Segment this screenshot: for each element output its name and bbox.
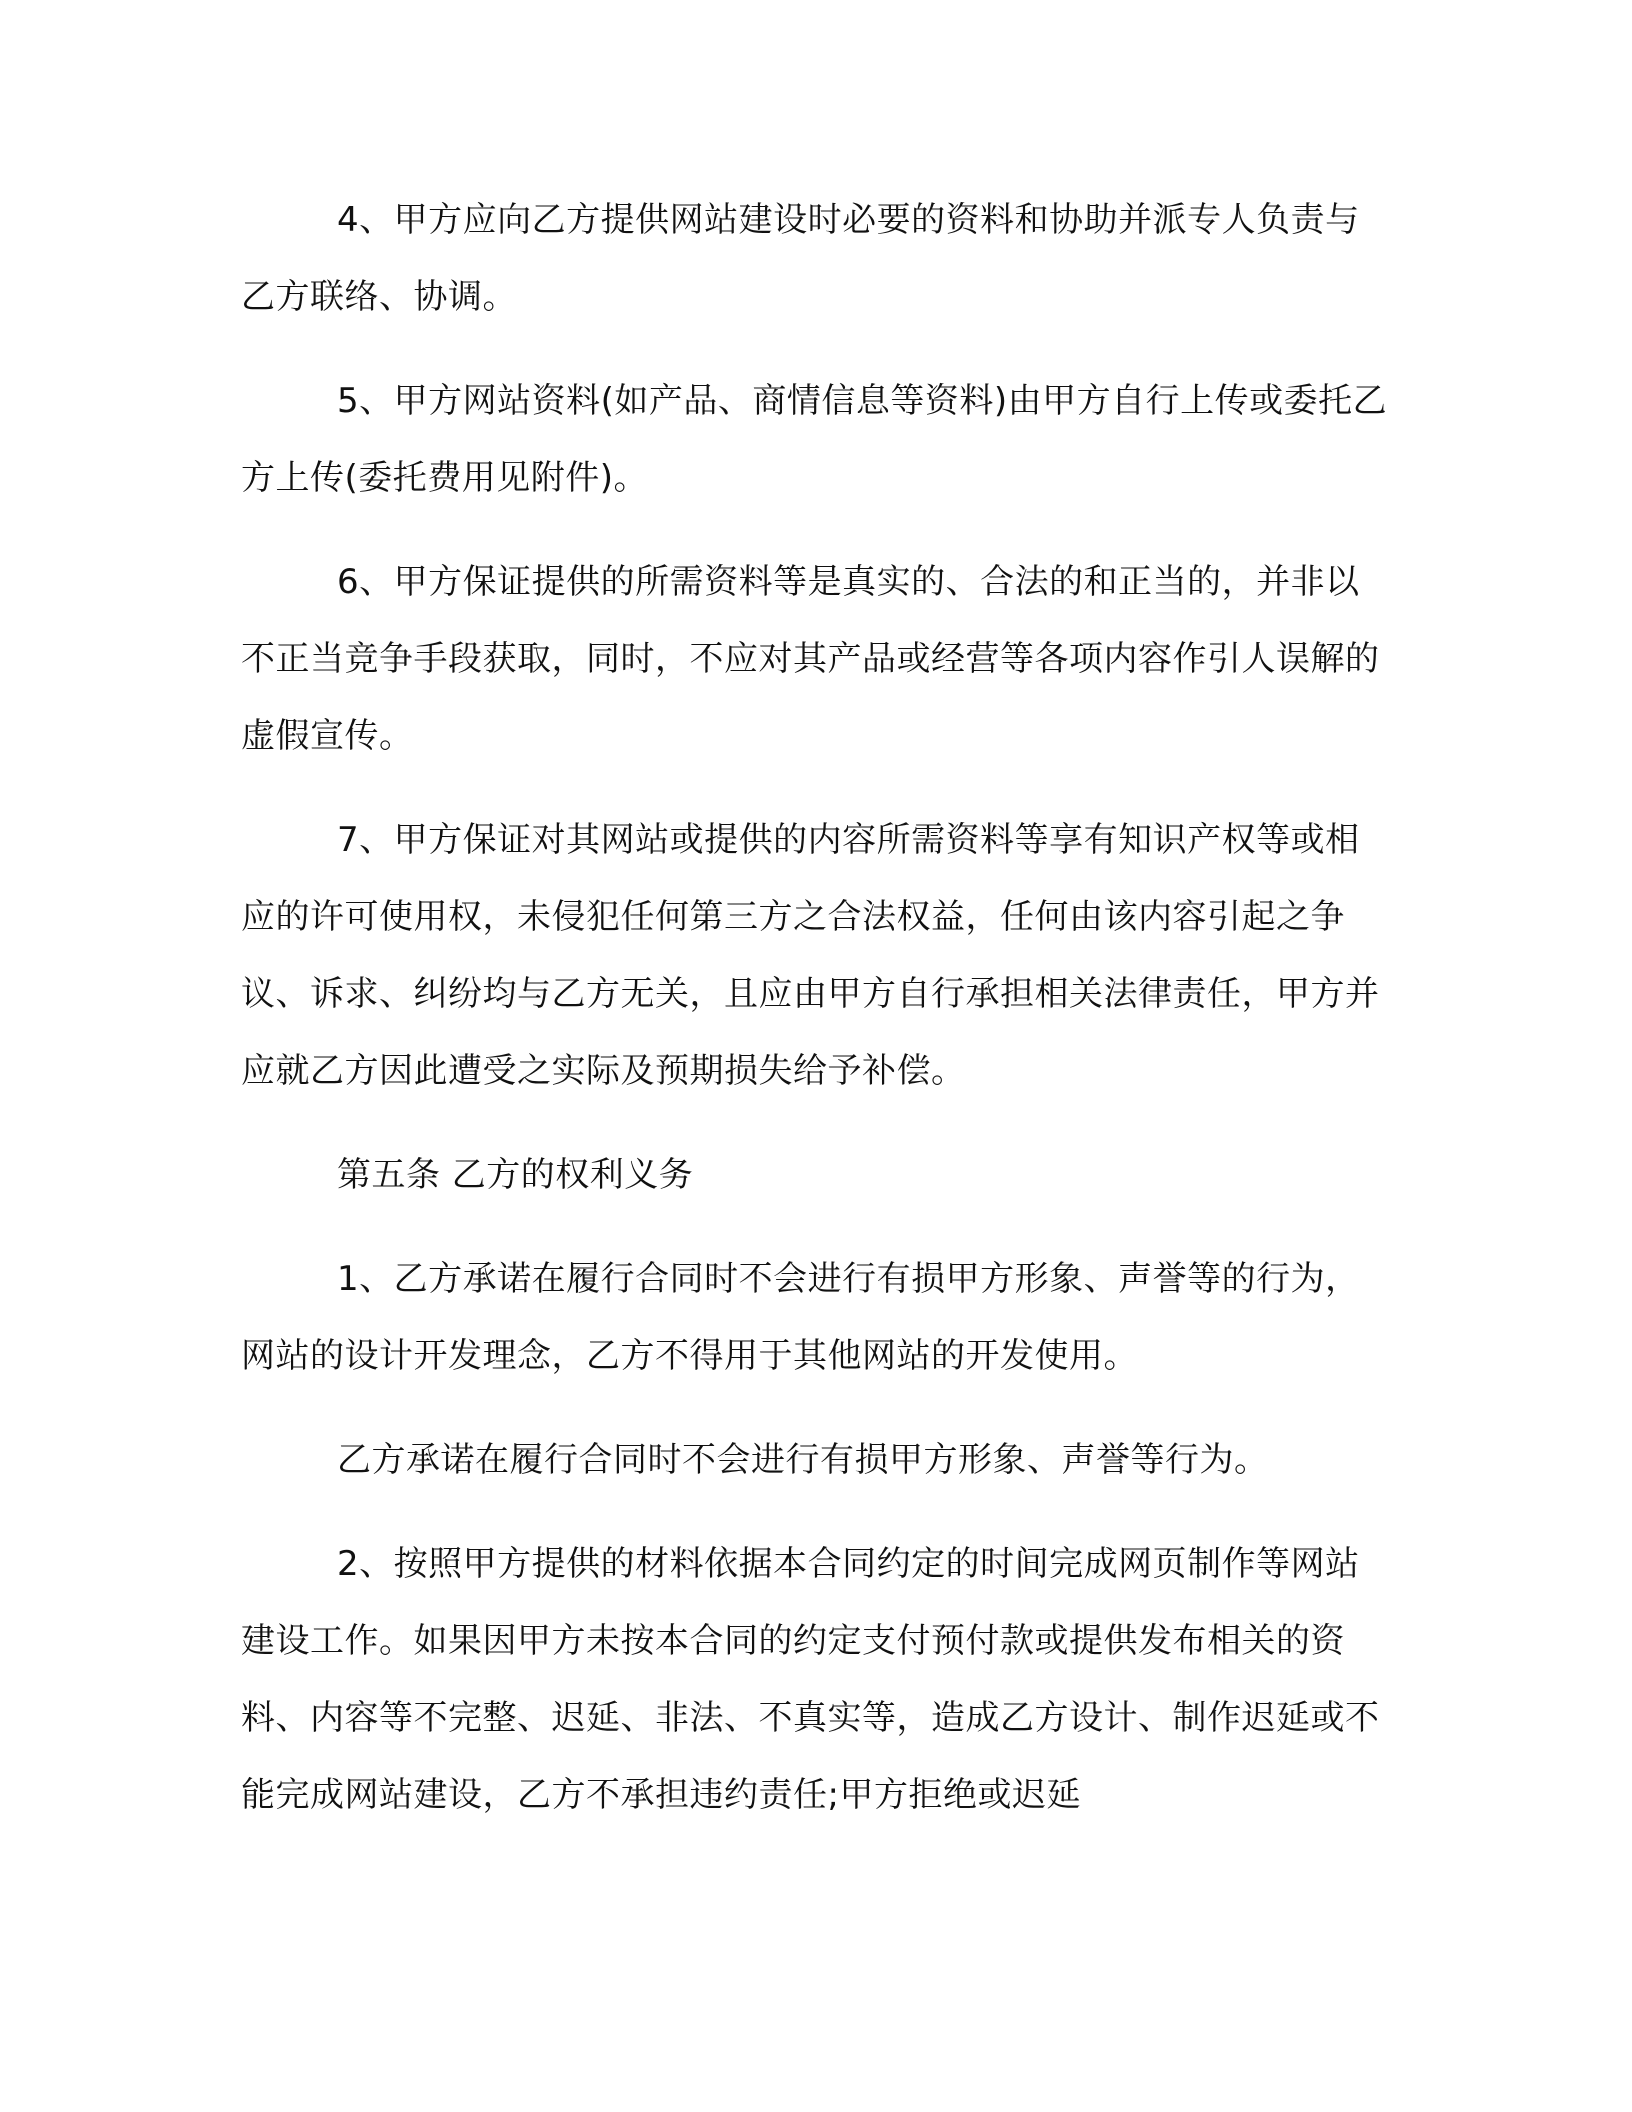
paragraph-gap <box>241 1214 1391 1241</box>
paragraph-gap <box>241 775 1391 802</box>
paragraph-item-b1: 1、乙方承诺在履行合同时不会进行有损甲方形象、声誉等的行为，网站的设计开发理念，乙方不得用于其他网站的开发使用。 <box>241 1259 1360 1376</box>
paragraph-item-b1-note: 乙方承诺在履行合同时不会进行有损甲方形象、声誉等行为。 <box>337 1440 1269 1480</box>
document-body <box>241 182 1391 1834</box>
paragraph-item-7: 7、甲方保证对其网站或提供的内容所需资料等享有知识产权等或相应的许可使用权，未侵犯任何第三方之合法权益，任何由该内容引起之争议、诉求、纠纷均与乙方无关，且应由甲方自行承担相关法律责任，甲方并应就乙方因此遭受之实际及预期损失给予补偿。 <box>241 820 1380 1091</box>
paragraph-item-4: 4、甲方应向乙方提供网站建设时必要的资料和协助并派专人负责与乙方联络、协调。 <box>241 200 1360 317</box>
paragraph-item-5: 5、甲方网站资料(如产品、商情信息等资料)由甲方自行上传或委托乙方上传(委托费用见附件)。 <box>241 381 1388 498</box>
paragraph-gap <box>241 517 1391 544</box>
section-heading: 第五条 乙方的权利义务 <box>337 1155 694 1195</box>
paragraph-item-6: 6、甲方保证提供的所需资料等是真实的、合法的和正当的，并非以不正当竞争手段获取，同时，不应对其产品或经营等各项内容作引人误解的虚假宣传。 <box>241 562 1380 756</box>
paragraph-gap <box>241 1395 1391 1422</box>
paragraph-gap <box>241 336 1391 363</box>
paragraph-gap <box>241 1110 1391 1137</box>
paragraph-item-b2: 2、按照甲方提供的材料依据本合同约定的时间完成网页制作等网站建设工作。如果因甲方未按本合同的约定支付预付款或提供发布相关的资料、内容等不完整、迟延、非法、不真实等，造成乙方设计、制作迟延或不能完成网站建设，乙方不承担违约责任;甲方拒绝或迟延 <box>241 1544 1380 1815</box>
paragraph-gap <box>241 1499 1391 1526</box>
